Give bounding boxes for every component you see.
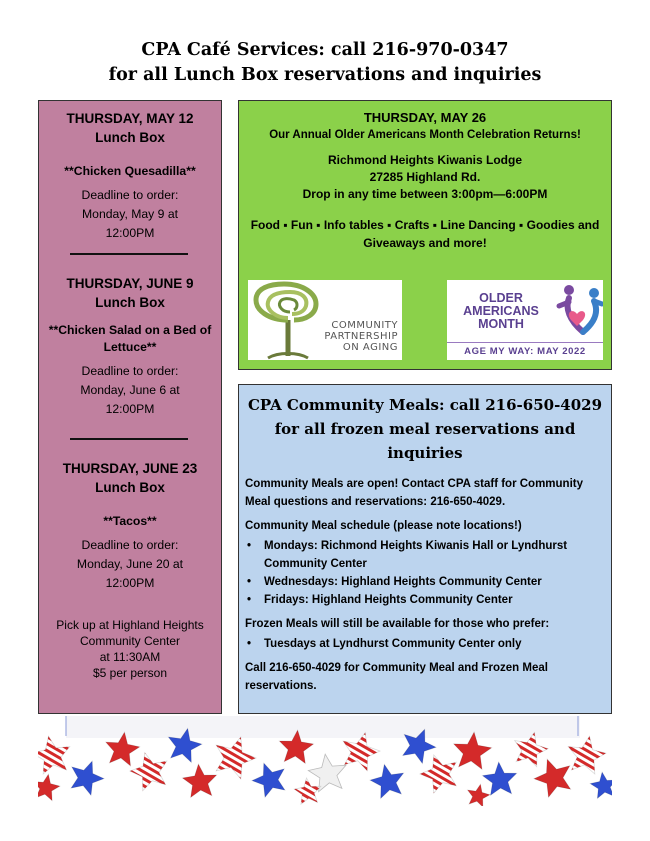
deadline-line: Deadline to order: — [81, 538, 179, 552]
star-icon — [294, 778, 321, 804]
lunch-box-deadline — [39, 362, 221, 419]
deadline-line: 12:00PM — [105, 226, 155, 240]
oam-logo-text: AMERICANS — [463, 304, 539, 318]
lunch-box-deadline — [39, 186, 221, 243]
deadline-line: Monday, May 9 at — [82, 207, 178, 221]
event-day: THURSDAY, MAY 26 — [363, 110, 487, 125]
star-icon — [483, 762, 517, 795]
community-meals-panel — [238, 384, 612, 714]
meals-body — [239, 475, 611, 695]
event-time: Drop in any time between 3:00pm—6:00PM — [302, 187, 548, 201]
star-icon — [252, 763, 285, 797]
lunch-box-june-9 — [39, 274, 221, 419]
deadline-line: Deadline to order: — [81, 364, 179, 378]
star-icon — [183, 764, 217, 797]
older-americans-month-logo — [447, 280, 603, 360]
deadline-line: 12:00PM — [105, 576, 155, 590]
star-icon — [468, 784, 490, 806]
pickup-price: $5 per person — [92, 666, 168, 680]
pickup-line: Community Center — [79, 634, 181, 648]
cpa-logo-text: PARTNERSHIP — [324, 331, 398, 342]
page-header — [0, 38, 650, 88]
event-panel — [238, 100, 612, 370]
oam-tagline: AGE MY WAY: MAY 2022 — [464, 346, 586, 357]
deadline-line: Monday, June 20 at — [76, 557, 184, 571]
list-item: • Wednesdays: Highland Heights Community Center — [245, 573, 605, 591]
event-subtitle: Our Annual Older Americans Month Celebration Returns! — [269, 129, 581, 141]
list-item: • Fridays: Highland Heights Community Center — [245, 591, 605, 609]
header-line-2: for all Lunch Box reservations and inquiries — [108, 65, 542, 85]
lunch-box-dish: **Chicken Quesadilla** — [64, 164, 196, 178]
cpa-logo — [248, 280, 402, 360]
lunch-box-day: THURSDAY, JUNE 23 — [62, 461, 198, 476]
pickup-info — [39, 617, 221, 681]
star-icon — [130, 753, 167, 791]
event-venue: Richmond Heights Kiwanis Lodge — [327, 153, 522, 167]
section-divider — [70, 438, 188, 440]
meals-title — [239, 393, 611, 465]
schedule-heading: Community Meal schedule (please note locations!) — [245, 520, 522, 532]
list-item: • Mondays: Richmond Heights Kiwanis Hall or Lyndhurst Community Center — [245, 537, 605, 573]
event-activities: Food ▪ Fun ▪ Info tables ▪ Crafts ▪ Line Dancing ▪ Goodies and Giveaways and more! — [250, 218, 600, 250]
lunch-box-deadline — [39, 536, 221, 593]
meals-intro: Community Meals are open! Contact CPA staff for Community Meal questions and reservations: 216-650-4029. — [245, 478, 584, 508]
deadline-line: 12:00PM — [105, 402, 155, 416]
meals-closing: Call 216-650-4029 for Community Meal and Frozen Meal reservations. — [245, 662, 548, 692]
star-icon — [534, 759, 571, 797]
star-icon — [568, 736, 606, 774]
lunch-box-dish: **Chicken Salad on a Bed of Lettuce** — [48, 323, 212, 354]
lunch-box-day: THURSDAY, MAY 12 — [66, 111, 194, 126]
lunch-box-label: Lunch Box — [95, 295, 165, 310]
section-divider — [70, 253, 188, 255]
meals-title-line: for all frozen meal reservations and inquiries — [274, 420, 576, 462]
cpa-logo-text: COMMUNITY — [331, 320, 398, 331]
star-icon — [420, 755, 456, 793]
cpa-logo-text: ON AGING — [342, 342, 398, 353]
stars-border — [38, 716, 612, 806]
deadline-line: Monday, June 6 at — [80, 383, 180, 397]
meals-title-line: CPA Community Meals: call 216-650-4029 — [247, 396, 603, 414]
header-line-1: CPA Café Services: call 216-970-0347 — [141, 40, 509, 60]
deadline-line: Deadline to order: — [81, 188, 179, 202]
lunch-box-label: Lunch Box — [95, 480, 165, 495]
lunch-box-may-12 — [39, 109, 221, 243]
star-icon — [71, 761, 104, 795]
pickup-line: at 11:30AM — [99, 650, 161, 664]
lunch-box-june-23 — [39, 459, 221, 593]
star-icon — [370, 764, 404, 798]
star-icon — [343, 733, 380, 771]
star-icon — [216, 737, 256, 779]
lunch-box-day: THURSDAY, JUNE 9 — [66, 276, 194, 291]
stars-and-stripes-banner — [38, 716, 612, 806]
frozen-heading: Frozen Meals will still be available for those who prefer: — [245, 618, 550, 630]
pickup-line: Pick up at Highland Heights — [56, 618, 204, 632]
schedule-list — [245, 537, 605, 609]
lunch-box-label: Lunch Box — [95, 130, 165, 145]
star-icon — [590, 772, 612, 798]
list-item: • Tuesdays at Lyndhurst Community Center only — [245, 635, 605, 653]
event-location — [239, 152, 611, 203]
oam-logo-text: OLDER — [479, 291, 523, 305]
star-icon — [38, 736, 70, 774]
frozen-list — [245, 635, 605, 653]
oam-logo-text: MONTH — [478, 317, 524, 331]
star-icon — [38, 774, 60, 800]
event-address: 27285 Highland Rd. — [369, 170, 481, 184]
lunch-box-dish: **Tacos** — [103, 514, 157, 528]
lunch-box-panel — [38, 100, 222, 714]
